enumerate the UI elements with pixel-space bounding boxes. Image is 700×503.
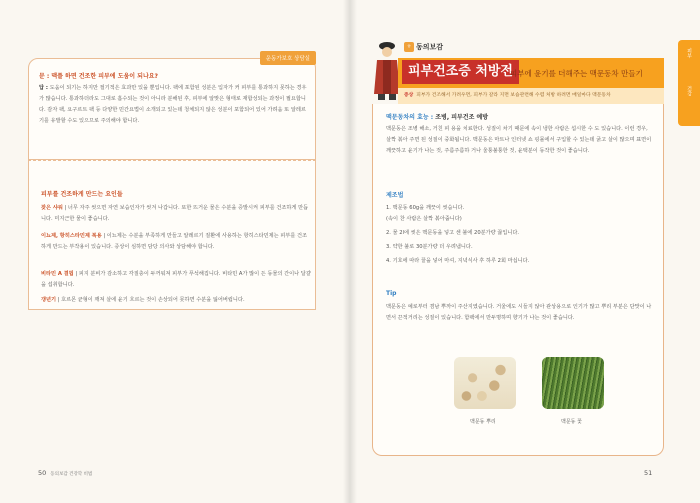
tips-title: 피부를 건조하게 만드는 요인들 (41, 191, 123, 198)
method-heading: 제조법 (386, 192, 404, 199)
method-step: 2. 물 2l에 씻은 맥문동을 넣고 센 불에 20분가량 끓입니다. (386, 230, 520, 236)
tip-item: 이뇨제, 항히스타민제 복용 | 이뇨제는 수분을 부족하게 만들고 알레르기 질환에 사용하는 항히스타민제는 피부를 건조하게 만드는 부작용이 있습니다. 증상이 심하면 담당 의사와 상담해야 합니다. (41, 233, 308, 250)
method-step: 3. 약한 불로 30분가량 더 우려냅니다. (386, 244, 473, 250)
tip-item: 비타민 A 결핍 | 피지 분비가 감소하고 각질층이 두꺼워져 피부가 푸석해집니다. 비타민 A가 많이 든 동물의 간이나 달걀을 섭취합니다. (41, 271, 311, 288)
book-spine (343, 0, 357, 503)
page-title: 피부건조증 처방전 (402, 60, 519, 84)
photo-caption-flower: 맥문동 꽃 (561, 419, 582, 425)
tip-item: 갱년기 | 호르몬 균형이 깨져 살에 윤기 흐르는 것이 손상되어 못하면 수분을 잃어버립니다. (41, 297, 245, 303)
left-folio: 50 동의보감 건강학 비법 (38, 469, 93, 477)
photo-caption-root: 맥문동 뿌리 (470, 419, 496, 425)
method-step: (속이 찬 사람은 살짝 볶아줍니다) (386, 216, 462, 222)
qa-answer: 답 : 도움이 되기는 하지만 절기적은 효과만 있을 뿐입니다. 팩에 포함된 성분은 입자가 커 피부를 통과하지 못하는 경우가 많습니다. 통과하더라도 그대로 흡수되는 것이 아니라 분해된 후, 피부에 알맞은 형태로 재합성되는 과정이 필요합니다. 감자 팩, 요구르트 팩 등 다양한 민간요법이 소개되고 있는데 청체되지 않은 성분이 포함되어 있어 가려움 또 알레르기를 유발할 수도 있으므로 주의해야 합니다. (39, 85, 307, 124)
effect-text: 맥문동은 조병 해소, 거친 피 용을 치료한다. 성질이 차기 때문에 속이 냉한 사람은 섭시한 수 도 있습니다. 이런 경우, 살짝 볶아 주면 된 성질이 중화됩니다. 맥문동은 마트나 인터넷 쇼 핑몰에서 구입할 수 있는데 굵고 살이 많으며 표면이 깨끗하고 윤기가 나는 것, 주름주름하 거나 울퉁불퉁한 것, 윤택분이 동작한 것이 좋습니다. (386, 126, 652, 154)
qa-box (28, 58, 316, 160)
effect-heading: 맥문동차의 효능 : 조병, 피부건조 예방 (386, 114, 489, 121)
maekmundong-root-photo (454, 357, 516, 409)
tip-text: 맥문동은 예로부터 겸남 뿌까이 주산지였습니다. 거울에도 시들지 않아 관상용으로 인기가 많고 뿌리 부분은 단맛이 나면서 끈적거리는 성질이 있습니다. 함팩에서 만두명하며 향기가 나는 것이 좋습니다. (386, 304, 652, 321)
method-step: 1. 맥문동 60g을 깨끗이 씻습니다. (386, 205, 465, 211)
qa-tag: 운동가보호 상담실 (260, 51, 316, 65)
tip-heading: Tip (386, 290, 397, 297)
tips-box (28, 160, 316, 310)
method-step: 4. 기호에 따라 꿀을 넣어 마셔, 지녁식사 후 하루 2회 마십니다. (386, 258, 530, 264)
right-folio: 51 (644, 469, 653, 477)
symptom-summary: 증상 피부가 건조해서 가려우면, 피부가 갈라 지면 보습관련해 수렴 처방 하려면 매일마다 맥문동차 (398, 88, 664, 104)
page-subtitle: 피부에 윤기를 더해주는 맥문동차 만들기 (510, 69, 643, 78)
qa-question: 문 : 맥플 하면 건조한 피부에 도움이 되나요? (39, 73, 159, 80)
maekmundong-flower-photo (542, 357, 604, 409)
tip-item: 잦은 샤워 | 너무 자주 씻으면 자연 보습인자가 씻겨 나갑니다. 또한 뜨거운 물은 수분을 증발시켜 피부를 건조하게 만듭니다. 미지근한 물이 좋습니다. (41, 205, 309, 222)
side-tab[interactable]: 피부 건강 (678, 40, 700, 126)
category-icon: ㅎ (404, 42, 414, 52)
category-label: 동의보감 (416, 43, 444, 51)
